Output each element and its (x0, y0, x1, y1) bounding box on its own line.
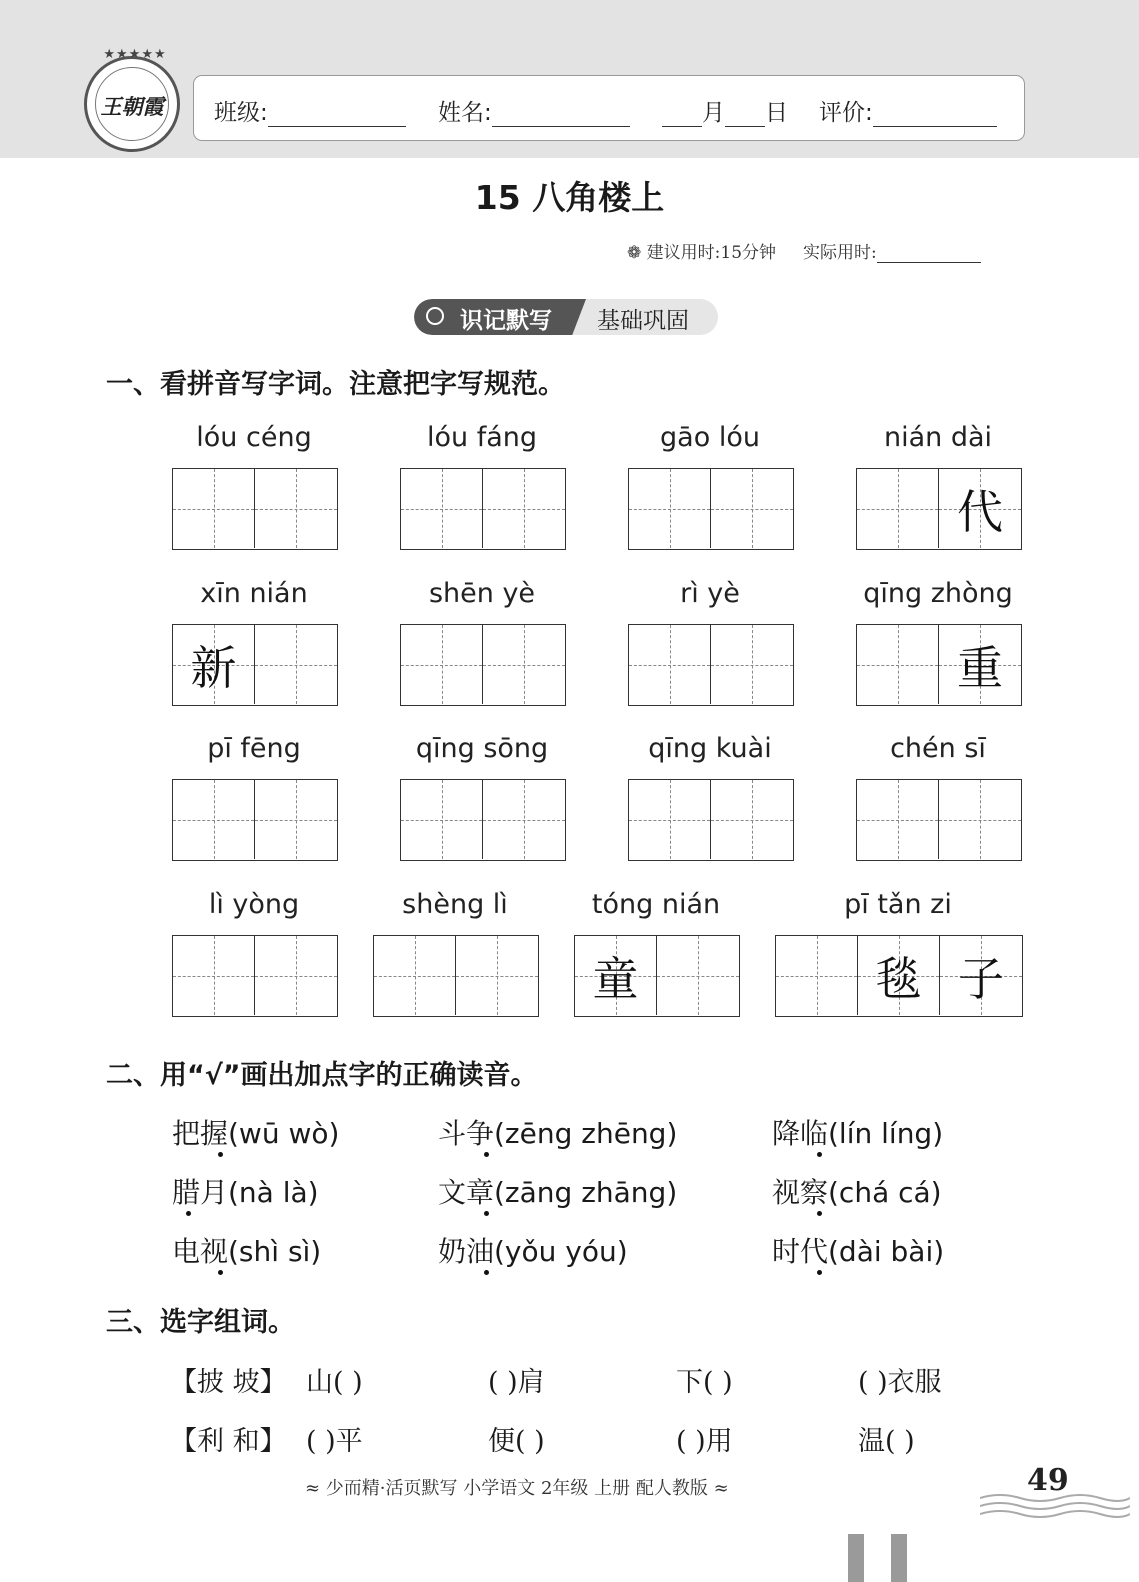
month-label: 月 (702, 100, 725, 126)
pinyin-label: qīng sōng (415, 733, 549, 764)
choice-chars: 【利 和】 (170, 1426, 287, 1457)
given-char (629, 469, 710, 548)
writing-cell[interactable] (255, 469, 337, 548)
writing-grid[interactable] (628, 624, 794, 706)
binding-tab (891, 1534, 907, 1582)
writing-cell[interactable] (255, 936, 337, 1015)
writing-cell[interactable] (857, 469, 939, 548)
binding-tab (848, 1534, 864, 1582)
writing-cell[interactable] (711, 780, 793, 859)
blank-item[interactable]: 便( ) (488, 1426, 545, 1457)
section2-heading: 二、用“√”画出加点字的正确读音。 (106, 1060, 538, 1091)
writing-cell[interactable] (857, 625, 939, 704)
emphasis-dot (817, 1211, 822, 1216)
banner-light-text: 基础巩固 (597, 308, 689, 334)
name-label: 姓名: (438, 100, 492, 126)
writing-cell[interactable] (173, 625, 255, 704)
reading-item[interactable]: 奶油(yǒu yóu) (438, 1235, 628, 1268)
writing-cell[interactable] (401, 469, 483, 548)
given-char (711, 780, 793, 859)
given-char (255, 936, 337, 1015)
pinyin-label: lì yòng (208, 889, 300, 920)
given-char (456, 936, 538, 1015)
choice-chars: 【披 坡】 (170, 1367, 287, 1398)
given-char (173, 936, 254, 1015)
suggested-time: 建议用时:15分钟 (646, 243, 777, 263)
writing-cell[interactable] (483, 780, 565, 859)
word-choice-row (170, 1360, 1030, 1396)
pinyin-label: pī fēng (207, 733, 301, 764)
given-char (857, 780, 938, 859)
writing-cell[interactable] (456, 936, 538, 1015)
writing-cell[interactable] (173, 469, 255, 548)
given-char (255, 625, 337, 704)
eval-field[interactable] (873, 102, 997, 127)
month-field[interactable] (662, 102, 702, 127)
writing-cell[interactable] (711, 469, 793, 548)
pinyin-label: shèng lì (402, 889, 508, 920)
writing-grid[interactable] (172, 624, 338, 706)
writing-cell[interactable] (173, 780, 255, 859)
writing-cell[interactable] (255, 625, 337, 704)
writing-grid[interactable] (856, 779, 1022, 861)
wave-decoration-icon (980, 1490, 1130, 1526)
blank-item[interactable]: 山( ) (306, 1367, 363, 1398)
writing-grid[interactable] (856, 624, 1022, 706)
brand-logo (84, 47, 180, 152)
given-char (483, 625, 565, 704)
footer-text: ≈ 少而精·活页默写 小学语文 2年级 上册 配人教版 ≈ (305, 1478, 729, 1499)
writing-cell[interactable] (629, 625, 711, 704)
writing-cell[interactable] (939, 469, 1021, 548)
reading-item[interactable]: 电视(shì sì) (172, 1235, 322, 1268)
writing-cell[interactable] (857, 780, 939, 859)
pinyin-label: tóng nián (591, 889, 721, 920)
writing-grid[interactable] (373, 935, 539, 1017)
writing-cell[interactable] (629, 469, 711, 548)
given-char (711, 625, 793, 704)
reading-item[interactable]: 视察(chá cá) (772, 1176, 942, 1209)
writing-cell[interactable] (483, 469, 565, 548)
writing-grid[interactable] (400, 779, 566, 861)
time-info (627, 238, 981, 263)
given-char: 重 (957, 640, 1003, 695)
name-field[interactable] (492, 102, 630, 127)
reading-item[interactable]: 文章(zāng zhāng) (438, 1176, 678, 1209)
emphasis-dot (186, 1211, 191, 1216)
writing-grid[interactable] (400, 624, 566, 706)
writing-cell[interactable] (940, 936, 1022, 1015)
pinyin-label: lóu fáng (426, 422, 538, 453)
given-char (939, 780, 1021, 859)
writing-grid[interactable] (856, 468, 1022, 550)
blank-item[interactable]: ( )平 (306, 1426, 363, 1457)
given-char (857, 625, 938, 704)
word-choice-row (170, 1419, 1030, 1455)
emphasis-dot (484, 1270, 489, 1275)
writing-cell[interactable] (401, 625, 483, 704)
given-char (857, 469, 938, 548)
emphasis-dot (817, 1270, 822, 1275)
pinyin-label: gāo lóu (660, 422, 760, 453)
writing-cell[interactable] (173, 936, 255, 1015)
given-char: 新 (190, 640, 237, 695)
writing-grid[interactable] (574, 935, 740, 1017)
given-char: 童 (592, 951, 639, 1006)
section-banner (414, 299, 718, 335)
given-char (483, 780, 565, 859)
reading-item[interactable]: 把握(wū wò) (172, 1117, 340, 1150)
given-char (401, 625, 482, 704)
given-char: 子 (958, 951, 1004, 1006)
writing-grid[interactable] (172, 935, 338, 1017)
student-info-box (193, 75, 1025, 141)
given-char (629, 625, 710, 704)
writing-cell[interactable] (711, 625, 793, 704)
section1-heading: 一、看拼音写字词。注意把字写规范。 (106, 369, 565, 400)
pinyin-label: shēn yè (428, 578, 536, 609)
pinyin-label: chén sī (890, 733, 986, 764)
blank-item[interactable]: 温( ) (858, 1426, 915, 1457)
emphasis-dot (218, 1270, 223, 1275)
actual-time-field[interactable] (877, 242, 981, 263)
class-field[interactable] (268, 102, 406, 127)
given-char (657, 936, 739, 1015)
logo-text: 王朝霞 (100, 94, 164, 119)
pinyin-label: qīng kuài (648, 733, 772, 764)
emphasis-dot (218, 1152, 223, 1157)
medal-icon (426, 307, 444, 325)
day-field[interactable] (725, 102, 765, 127)
emphasis-dot (484, 1152, 489, 1157)
writing-cell[interactable] (776, 936, 858, 1015)
blank-item[interactable]: 下( ) (676, 1367, 733, 1398)
page-number: 49 (1027, 1463, 1069, 1498)
pinyin-label: qīng zhòng (863, 578, 1013, 609)
blank-item[interactable]: ( )用 (676, 1426, 733, 1457)
writing-cell[interactable] (255, 780, 337, 859)
given-char (401, 469, 482, 548)
given-char (173, 780, 254, 859)
emphasis-dot (484, 1211, 489, 1216)
blank-item[interactable]: ( )肩 (488, 1367, 545, 1398)
given-char (629, 780, 710, 859)
given-char (483, 469, 565, 548)
writing-grid[interactable] (628, 468, 794, 550)
pinyin-label: pī tǎn zi (844, 889, 952, 920)
banner-dark-text: 识记默写 (460, 308, 552, 334)
writing-cell[interactable] (575, 936, 657, 1015)
reading-item[interactable]: 降临(lín líng) (772, 1117, 944, 1150)
logo-stars-icon: ★★★★★ (103, 47, 167, 62)
lesson-title: 15 八角楼上 (474, 178, 665, 217)
reading-item[interactable]: 斗争(zēng zhēng) (438, 1117, 678, 1150)
given-char: 代 (957, 484, 1003, 539)
writing-cell[interactable] (483, 625, 565, 704)
pinyin-label: xīn nián (200, 578, 308, 609)
writing-cell[interactable] (629, 780, 711, 859)
writing-cell[interactable] (858, 936, 940, 1015)
given-char (711, 469, 793, 548)
reading-item[interactable]: 腊月(nà là) (172, 1176, 319, 1209)
writing-cell[interactable] (939, 625, 1021, 704)
pinyin-label: lóu céng (196, 422, 312, 453)
pinyin-label: nián dài (883, 422, 993, 453)
writing-cell[interactable] (657, 936, 739, 1015)
pinyin-label: rì yè (680, 578, 740, 609)
writing-grid[interactable] (400, 468, 566, 550)
day-label: 日 (765, 100, 788, 126)
gear-icon: ❁ (627, 243, 642, 263)
actual-time-label: 实际用时: (803, 243, 877, 263)
writing-cell[interactable] (374, 936, 456, 1015)
emphasis-dot (817, 1152, 822, 1157)
writing-grid[interactable] (172, 779, 338, 861)
writing-grid[interactable] (775, 935, 1023, 1017)
blank-item[interactable]: ( )衣服 (858, 1367, 942, 1398)
writing-grid[interactable] (172, 468, 338, 550)
given-char (255, 469, 337, 548)
reading-item[interactable]: 时代(dài bài) (772, 1235, 945, 1268)
given-char (776, 936, 857, 1015)
given-char: 毯 (875, 951, 922, 1006)
eval-label: 评价: (819, 100, 873, 126)
section3-heading: 三、选字组词。 (106, 1307, 295, 1338)
given-char (401, 780, 482, 859)
given-char (173, 469, 254, 548)
writing-cell[interactable] (401, 780, 483, 859)
writing-grid[interactable] (628, 779, 794, 861)
given-char (374, 936, 455, 1015)
class-label: 班级: (214, 100, 268, 126)
writing-cell[interactable] (939, 780, 1021, 859)
given-char (255, 780, 337, 859)
